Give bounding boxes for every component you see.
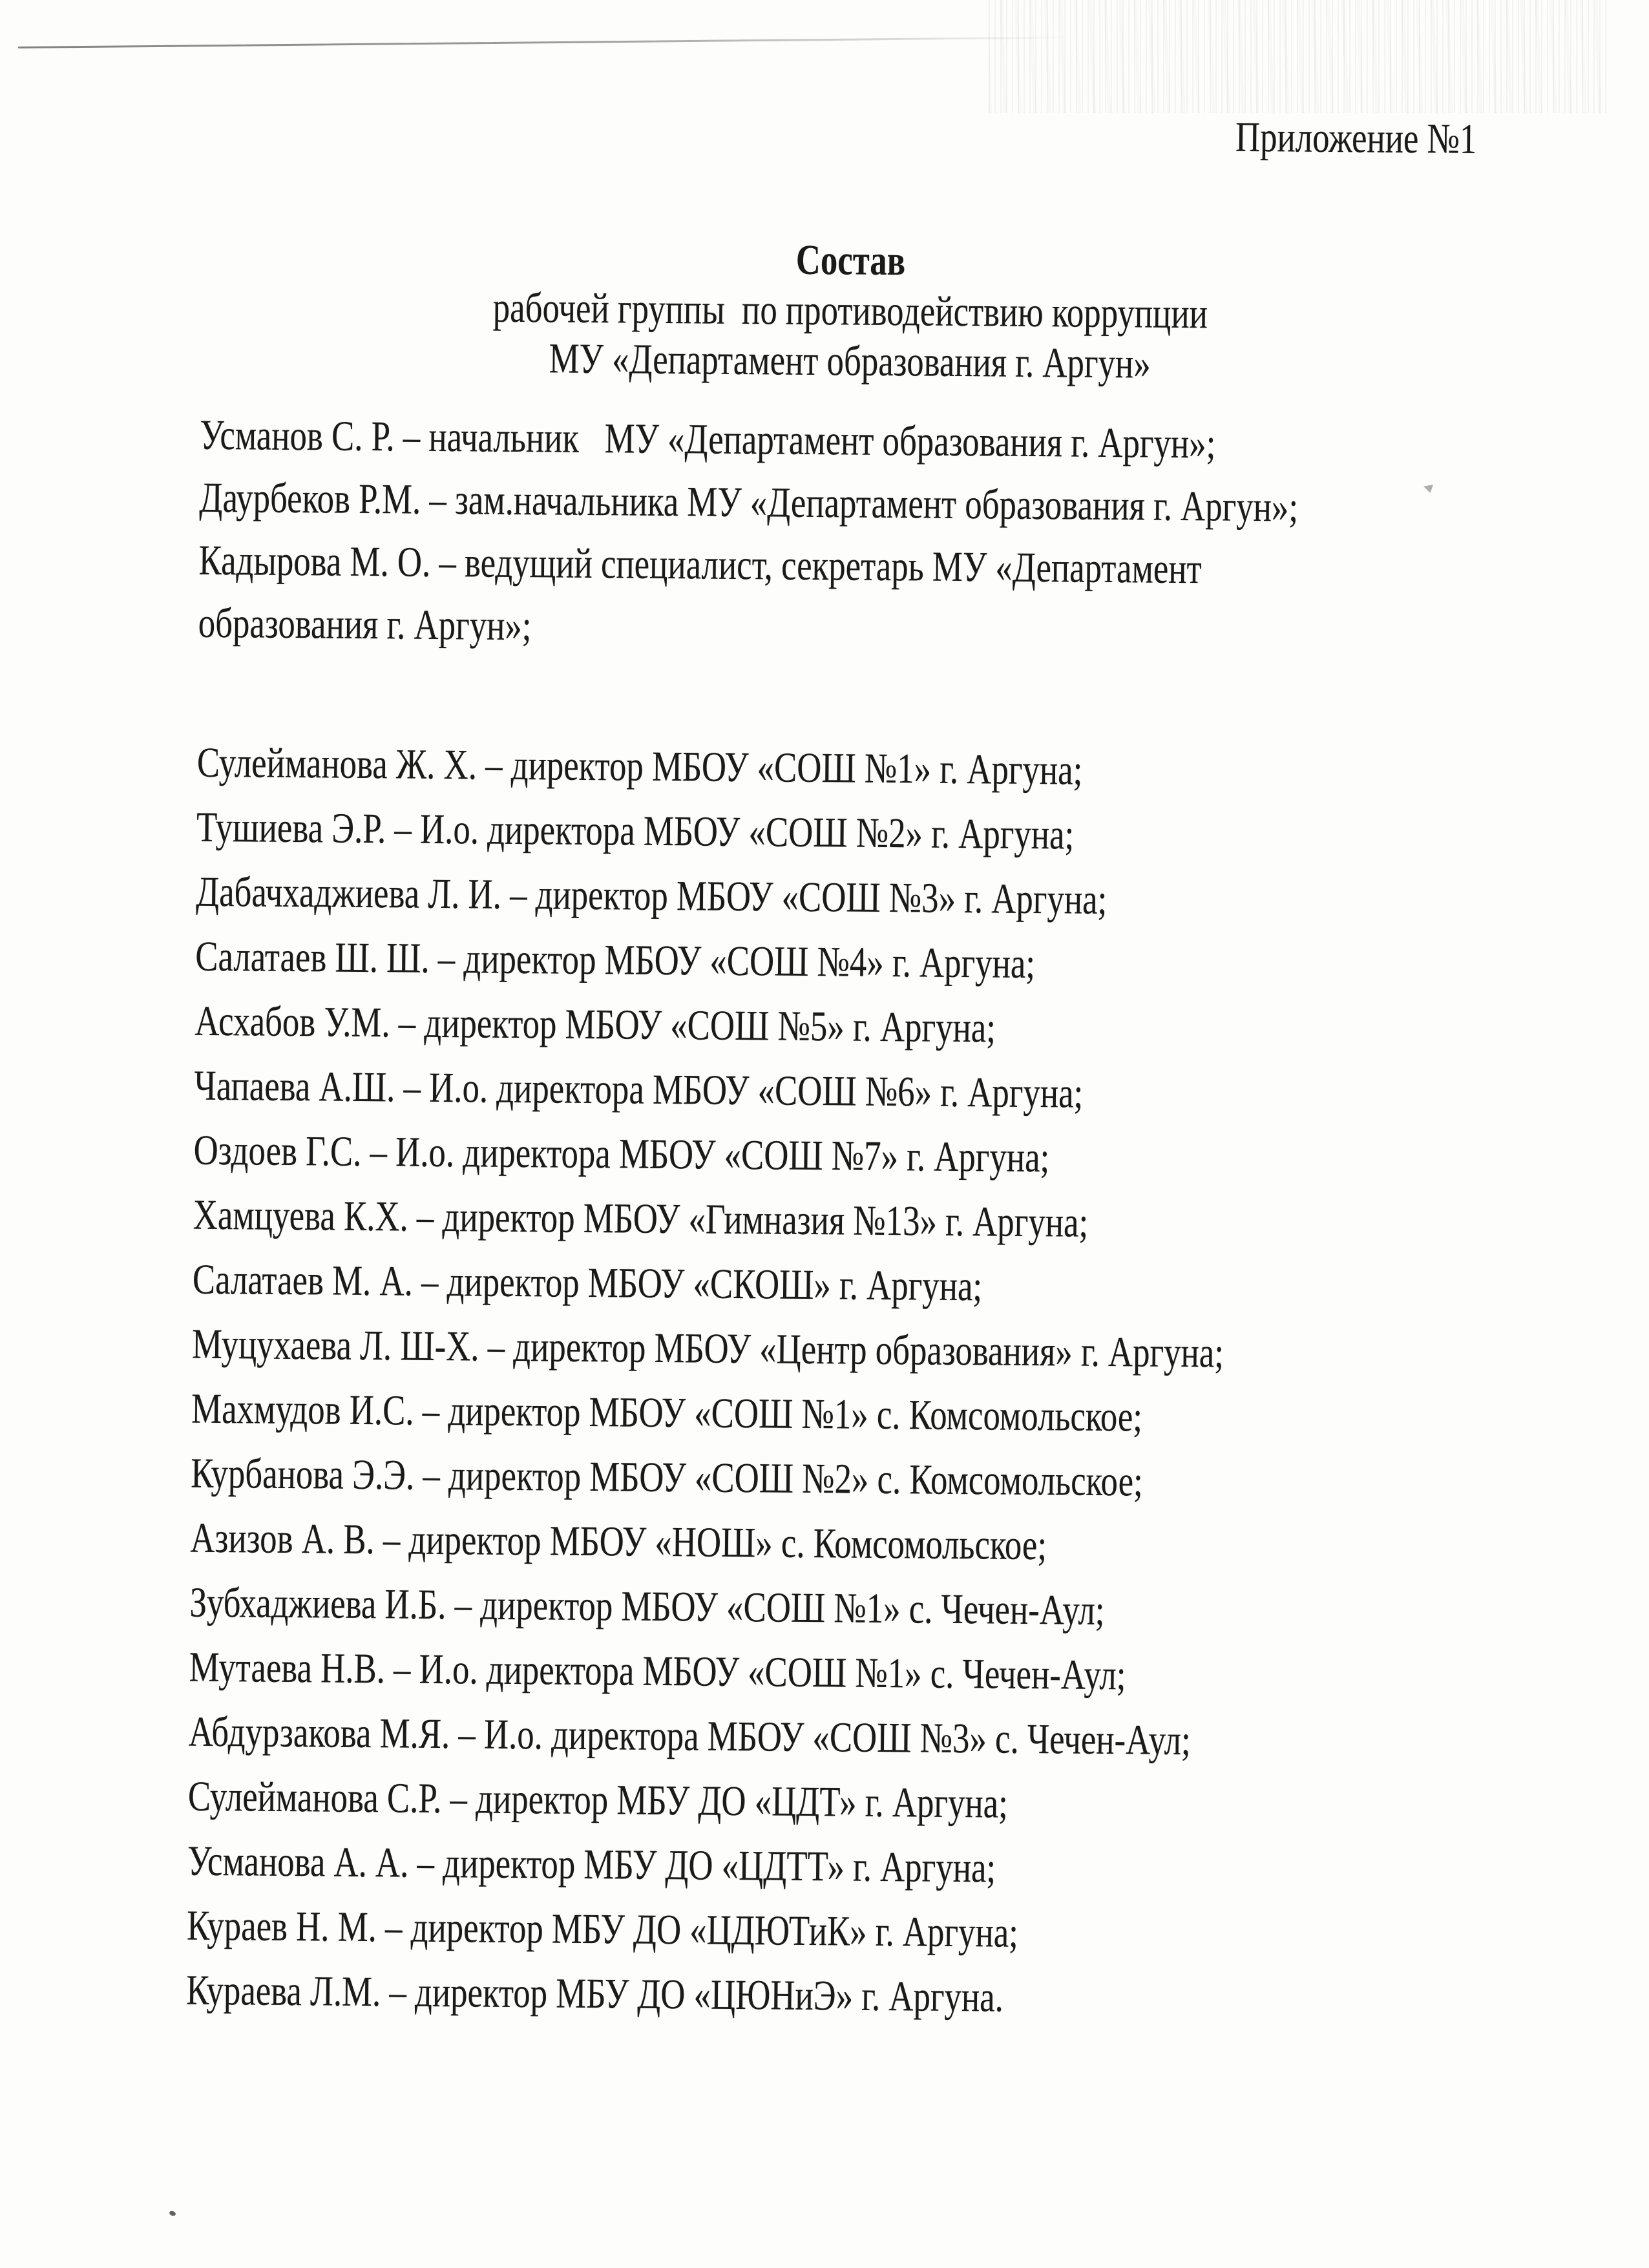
member-line: Чапаева А.Ш. – И.о. директора МБОУ «СОШ №6» г. Аргуна; [194,1062,1084,1117]
member-line: Тушиева Э.Р. – И.о. директора МБОУ «СОШ №2» г. Аргуна; [196,803,1075,859]
leadership-line: Даурбеков Р.М. – зам.начальника МУ «Департамент образования г. Аргун»; [199,474,1299,531]
doc-subtitle-line-1: рабочей группы по противодействию коррупции [492,284,1208,338]
member-line: Дабачхаджиева Л. И. – директор МБОУ «СОШ №3» г. Аргуна; [195,868,1108,924]
leadership-list [198,404,1299,664]
member-line: Салатаев Ш. Ш. – директор МБОУ «СОШ №4» г. Аргуна; [194,932,1036,988]
leadership-line: образования г. Аргун»; [198,599,532,650]
appendix-label: Приложение №1 [1235,113,1477,163]
member-line: Мутаева Н.В. – И.о. директора МБОУ «СОШ №1» с. Чечен-Аул; [189,1643,1126,1699]
member-line: Хамцуева К.Х. – директор МБОУ «Гимназия №13» г. Аргуна; [193,1191,1089,1246]
member-line: Зубхаджиева И.Б. – директор МБОУ «СОШ №1» с. Чечен-Аул; [189,1579,1105,1635]
member-line: Сулейманова С.Р. – директор МБУ ДО «ЦДТ» г. Аргуна; [187,1772,1009,1827]
member-line: Муцухаева Л. Ш-Х. – директор МБОУ «Центр образования» г. Аргуна; [191,1320,1224,1377]
member-line: Курбанова Э.Э. – директор МБОУ «СОШ №2» с. Комсомольское; [190,1449,1144,1506]
member-line: Асхабов У.М. – директор МБОУ «СОШ №5» г. Аргуна; [194,997,996,1052]
leadership-line: Усманов С. Р. – начальник МУ «Департамент образования г. Аргун»; [200,411,1216,468]
doc-subtitle-line-2: МУ «Департамент образования г. Аргун» [549,335,1151,388]
member-line: Махмудов И.С. – директор МБОУ «СОШ №1» с. Комсомольское; [191,1385,1143,1441]
members-list [186,731,1229,2032]
member-line: Усманова А. А. – директор МБУ ДО «ЦДТТ» г. Аргуна; [187,1837,996,1892]
member-line: Салатаев М. А. – директор МБОУ «СКОШ» г. Аргуна; [192,1255,983,1310]
member-line: Кураева Л.М. – директор МБУ ДО «ЦЮНиЭ» г. Аргуна. [186,1966,1004,2021]
document-heading [25,228,1649,394]
member-line: Абдурзакова М.Я. – И.о. директора МБОУ «СОШ №3» с. Чечен-Аул; [188,1708,1192,1765]
member-line: Оздоев Г.С. – И.о. директора МБОУ «СОШ №7» г. Аргуна; [193,1126,1050,1182]
doc-title: Состав [795,236,906,285]
member-line: Азизов А. В. – директор МБОУ «НОШ» с. Комсомольское; [190,1514,1047,1570]
member-line: Кураев Н. М. – директор МБУ ДО «ЦДЮТиК» г. Аргуна; [186,1902,1019,1957]
member-line: Сулейманова Ж. Х. – директор МБОУ «СОШ №1» г. Аргуна; [196,739,1083,794]
leadership-line: Кадырова М. О. – ведущий специалист, секретарь МУ «Департамент [198,536,1203,593]
